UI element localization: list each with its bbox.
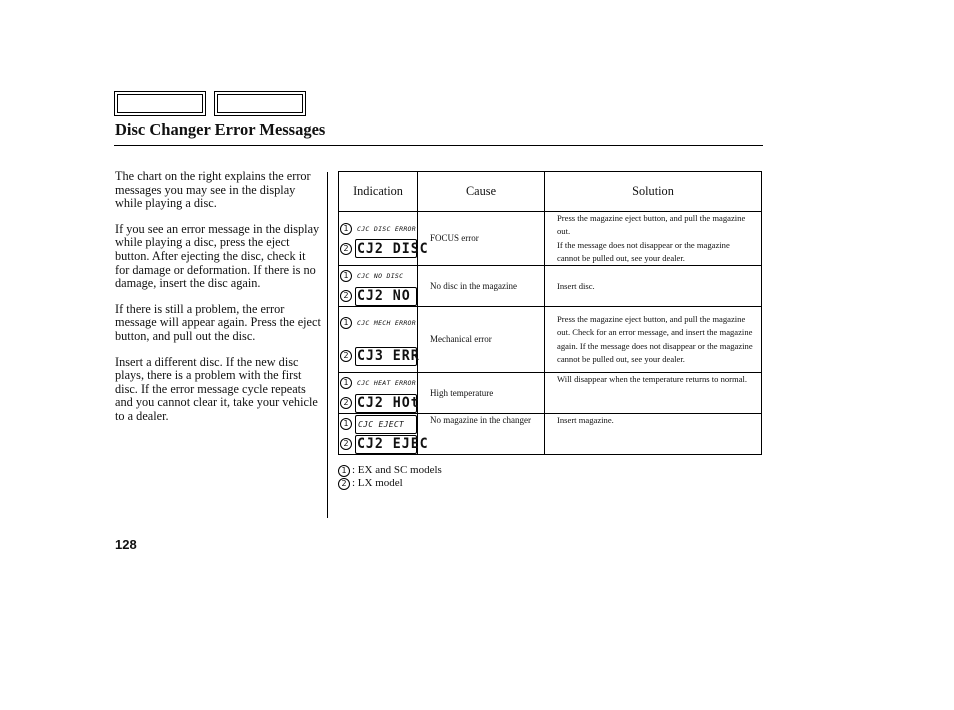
model-marker-icon: 2	[338, 478, 350, 490]
display-readout: CJ2 NO	[356, 288, 411, 305]
paragraph: If there is still a problem, the error message will appear again. Press the eject button, and pull out the disc.	[115, 301, 321, 343]
display-readout: CJ2 DISC	[356, 240, 429, 257]
lcd-display	[355, 239, 429, 258]
cause-cell: No disc in the magazine	[418, 266, 545, 307]
display-readout: CJC MECH ERROR	[357, 319, 416, 328]
cause-cell: No magazine in the changer	[418, 414, 545, 455]
table-row	[339, 212, 762, 266]
model-marker-icon: 2	[340, 438, 352, 450]
page-number: 128	[115, 537, 137, 552]
display-readout: CJ2 EJEC	[356, 436, 429, 453]
table-row	[339, 414, 762, 455]
title-divider	[114, 145, 763, 146]
solution-line: Insert disc.	[557, 280, 595, 291]
table-row	[339, 373, 762, 414]
lcd-display	[355, 415, 417, 434]
solution-line: Will disappear when the temperature returns to normal.	[557, 374, 748, 385]
table-row	[339, 307, 762, 373]
model-marker-icon: 1	[340, 270, 352, 282]
indication-cell	[339, 373, 418, 414]
paragraph: The chart on the right explains the error messages you may see in the display while playing a disc.	[115, 169, 311, 211]
legend-item	[338, 477, 442, 490]
model-marker-icon: 1	[338, 465, 350, 477]
indication-cell	[339, 212, 429, 266]
model-marker-icon: 2	[340, 397, 352, 409]
paragraph: If you see an error message in the display while playing a disc, press the eject button. After ejecting the disc, check it for damage or deformation. If there is no damage, insert the disc again.	[115, 221, 320, 291]
column-divider	[327, 172, 328, 518]
nav-tab-1[interactable]	[114, 91, 206, 116]
display-readout: CJC DISC ERROR	[357, 224, 416, 233]
display-readout: CJ2 HOt	[356, 395, 420, 412]
model-marker-icon: 2	[340, 290, 352, 302]
legend-item	[338, 464, 442, 477]
legend-label: : EX and SC models	[352, 464, 442, 476]
display-readout: CJC EJECT	[358, 419, 405, 429]
paragraph: Insert a different disc. If the new disc plays, there is a problem with the first disc. If the error message cycle repeats and you cannot clear it, take your vehicle to a dealer.	[115, 354, 318, 423]
cause-cell: Mechanical error	[418, 307, 545, 373]
indication-cell	[339, 266, 418, 307]
model-marker-icon: 2	[340, 243, 352, 255]
page-title: Disc Changer Error Messages	[115, 120, 326, 139]
display-readout: CJ3 ERR	[356, 348, 420, 365]
cause-cell: High temperature	[418, 373, 545, 414]
solution-cell	[545, 266, 762, 307]
legend	[338, 464, 442, 490]
header-solution: Solution	[545, 172, 762, 212]
model-marker-icon: 1	[340, 223, 352, 235]
indication-cell	[339, 414, 429, 455]
model-marker-icon: 1	[340, 418, 352, 430]
header-indication: Indication	[339, 172, 418, 212]
lcd-display	[355, 394, 420, 413]
solution-line: Press the magazine eject button, and pull the magazine out.	[557, 213, 746, 237]
nav-tab-2[interactable]	[214, 91, 306, 116]
legend-label: : LX model	[352, 477, 403, 489]
lcd-display	[355, 347, 420, 366]
table-header-row	[339, 172, 762, 212]
solution-line: Insert magazine.	[557, 415, 614, 426]
solution-cell	[545, 307, 762, 373]
solution-line: If the message does not disappear or the magazine cannot be pulled out, see your dealer.	[557, 239, 730, 263]
display-readout: CJC NO DISC	[357, 272, 404, 281]
solution-cell	[545, 212, 762, 266]
indication-cell	[339, 307, 418, 373]
solution-line: Press the magazine eject button, and pull the magazine out. Check for an error message, and insert the magazine again. If the message does not disappear or the magazine cannot be pulled out, see your dealer.	[557, 314, 753, 364]
table-row	[339, 266, 762, 307]
model-marker-icon: 1	[340, 377, 352, 389]
solution-cell	[545, 414, 762, 455]
model-marker-icon: 1	[340, 317, 352, 329]
display-readout: CJC HEAT ERROR	[357, 379, 416, 388]
cause-cell: FOCUS error	[418, 212, 545, 266]
header-cause: Cause	[418, 172, 545, 212]
body-text	[115, 170, 321, 436]
solution-cell	[545, 373, 762, 414]
model-marker-icon: 2	[340, 350, 352, 362]
lcd-display	[355, 287, 417, 306]
lcd-display	[355, 435, 429, 454]
error-messages-table	[338, 171, 762, 455]
